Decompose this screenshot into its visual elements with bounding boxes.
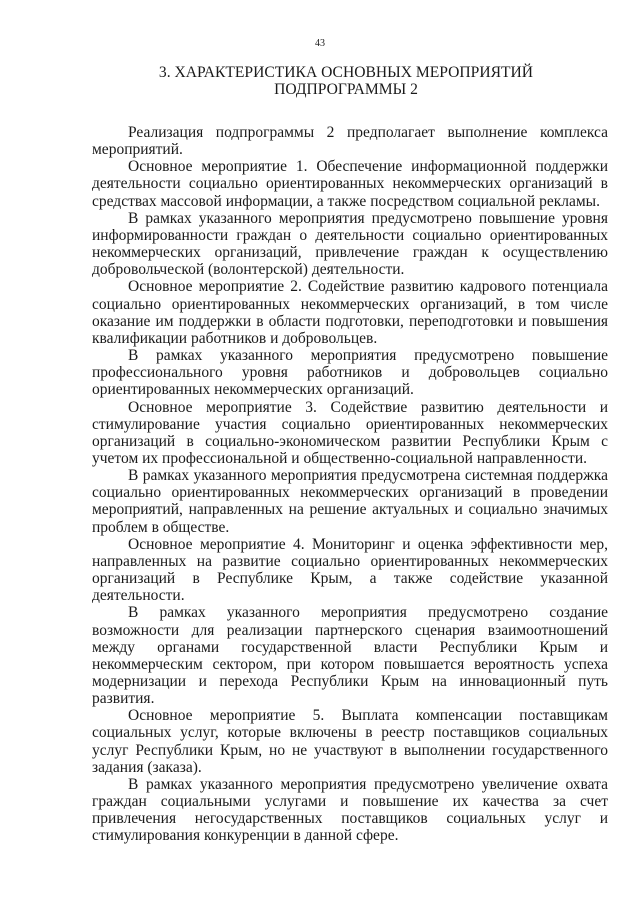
page-number: 43 <box>315 38 325 49</box>
paragraph-measure-1: Основное мероприятие 1. Обеспечение информационной поддержки деятельности социально ориентированных некоммерческих организаций в средствах массовой информации, а также посредством социальной рекламы. <box>92 158 608 210</box>
paragraph-measure-1-details: В рамках указанного мероприятия предусмотрено повышение уровня информированности граждан о деятельности социально ориентированных некоммерческих организаций, привлечение граждан к осуществлению добровольческой (волонтерской) деятельности. <box>92 209 608 279</box>
paragraph-measure-5-details: В рамках указанного мероприятия предусмотрено увеличение охвата граждан социальными услугами и повышение их качества за счет привлечения негосударственных поставщиков социальных услуг и стимулирования конкуренции в данной сфере. <box>92 775 608 845</box>
paragraph-measure-3-details: В рамках указанного мероприятия предусмотрена системная поддержка социально ориентированных некоммерческих организаций в проведении мероприятий, направленных на решение актуальных и социально значимых проблем в обществе. <box>92 467 608 536</box>
section-title <box>140 64 552 98</box>
paragraph-measure-4-details: В рамках указанного мероприятия предусмотрено создание возможности для реализации партнерского сценария взаимоотношений между органами государственной власти Республики Крым и некоммерческим сектором, при котором повышается вероятность успеха модернизации и перехода Республики Крым на инновационный путь развития. <box>92 604 608 708</box>
paragraph-measure-3: Основное мероприятие 3. Содействие развитию деятельности и стимулирование участия социально ориентированных некоммерческих организаций в социально-экономическом развитии Республики Крым с учетом их профессиональной и общественно-социальной направленности. <box>92 398 608 467</box>
paragraph-measure-4: Основное мероприятие 4. Мониторинг и оценка эффективности мер, направленных на развитие социально ориентированных некоммерческих организаций в Республике Крым, а также содействие указанной деятельности. <box>92 535 608 605</box>
section-title-line-2: ПОДПРОГРАММЫ 2 <box>274 81 418 98</box>
paragraph-measure-2-details: В рамках указанного мероприятия предусмотрено повышение профессионального уровня работников и добровольцев социально ориентированных некоммерческих организаций. <box>92 347 608 399</box>
body-text <box>92 124 608 845</box>
paragraph-measure-5: Основное мероприятие 5. Выплата компенсации поставщикам социальных услуг, которые включены в реестр поставщиков социальных услуг Республики Крым, но не участвуют в выполнении государственного задания (заказа). <box>92 707 608 776</box>
paragraph-intro: Реализация подпрограммы 2 предполагает выполнение комплекса мероприятий. <box>92 124 608 159</box>
paragraph-measure-2: Основное мероприятие 2. Содействие развитию кадрового потенциала социально ориентированных некоммерческих организаций, в том числе оказание им поддержки в области подготовки, переподготовки и повышения квалификации работников и добровольцев. <box>92 278 608 347</box>
section-title-line-1: 3. ХАРАКТЕРИСТИКА ОСНОВНЫХ МЕРОПРИЯТИЙ <box>158 64 534 81</box>
